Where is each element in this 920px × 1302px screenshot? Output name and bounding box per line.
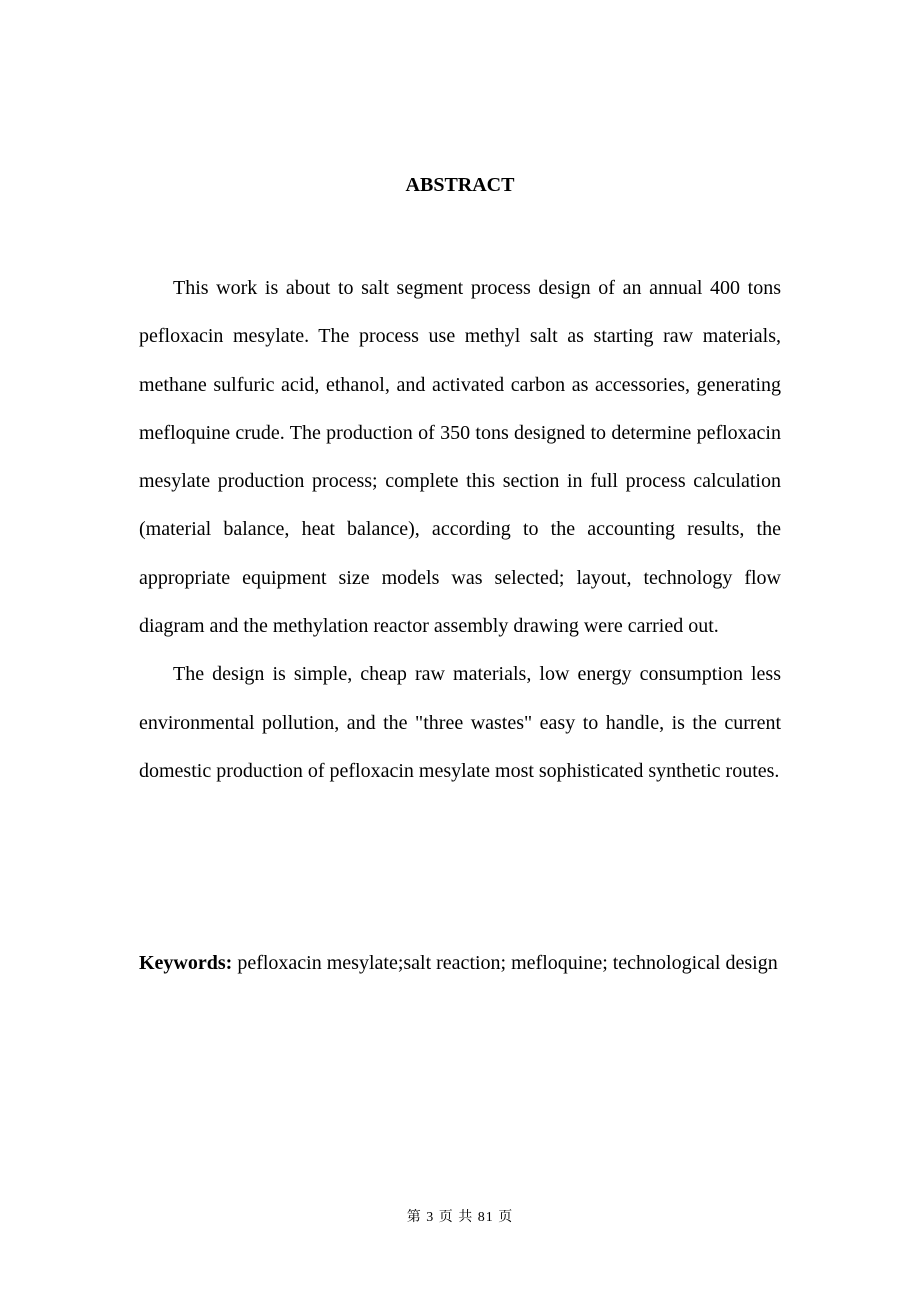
abstract-paragraph-1: This work is about to salt segment process design of an annual 400 tons pefloxacin mesylate. The process use methyl salt as starting raw materials, methane sulfuric acid, ethanol, and activated carbon as accessories, generating mefloquine crude. The production of 350 tons designed to determine pefloxacin mesylate production process; complete this section in full process calculation (material balance, heat balance), according to the accounting results, the appropriate equipment size models was selected; layout, technology flow diagram and the methylation reactor assembly drawing were carried out.: [139, 277, 781, 638]
abstract-paragraph-2: The design is simple, cheap raw materials, low energy consumption less environmental pollution, and the "three wastes" easy to handle, is the current domestic production of pefloxacin mesylate most sophisticated synthetic routes.: [139, 663, 781, 782]
keywords-text: pefloxacin mesylate;salt reaction; mefloquine; technological design: [232, 952, 778, 974]
keywords-label: Keywords:: [139, 952, 233, 974]
keywords-line: [139, 939, 781, 987]
page-number-footer: 第 3 页 共 81 页: [406, 1210, 514, 1225]
abstract-body: [139, 264, 781, 795]
abstract-title: ABSTRACT: [405, 174, 515, 196]
